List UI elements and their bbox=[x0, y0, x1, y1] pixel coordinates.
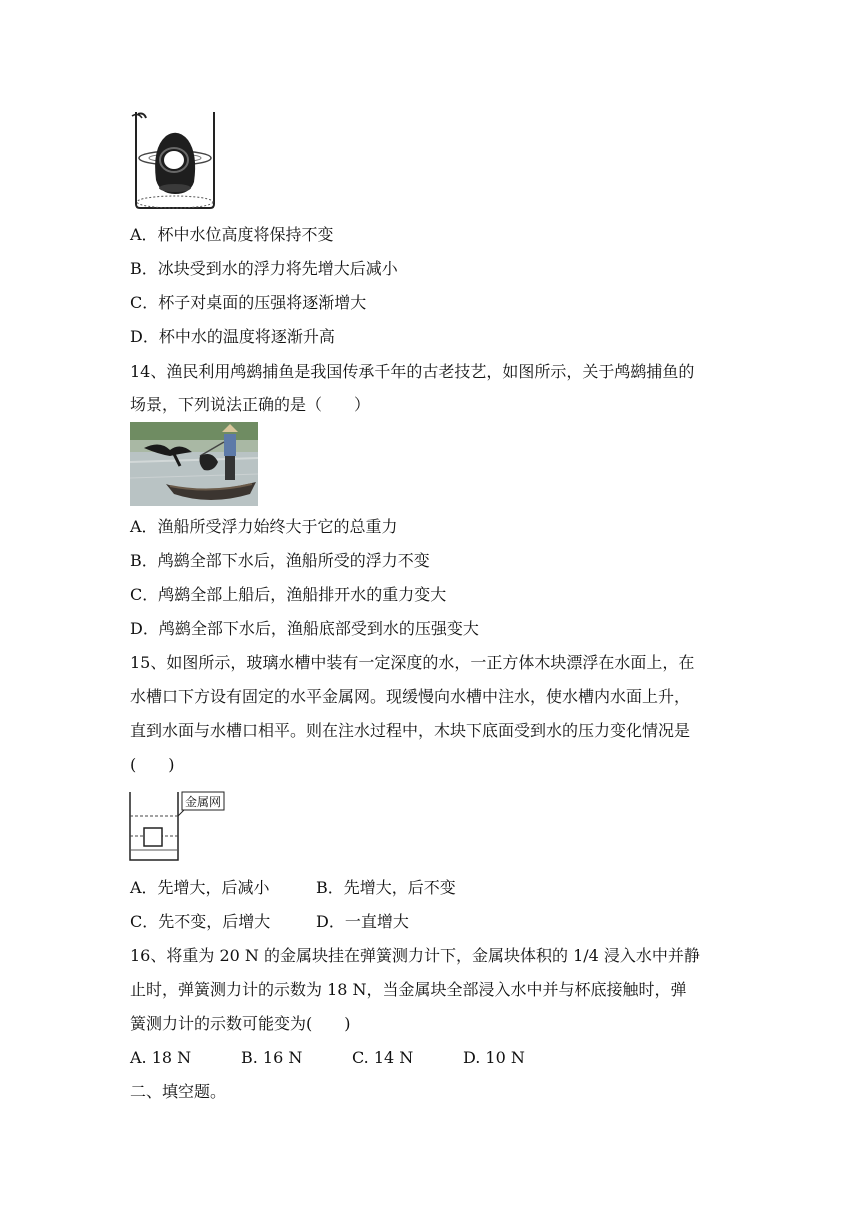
q14-option-b: B．鸬鹚全部下水后，渔船所受的浮力不变 bbox=[130, 551, 430, 570]
q15-options-row1 bbox=[130, 877, 456, 899]
q15-option-d: D．一直增大 bbox=[316, 912, 409, 931]
q15-stem-line2: 水槽口下方设有固定的水平金属网。现缓慢向水槽中注水，使水槽内水面上升， bbox=[130, 687, 691, 706]
q14-option-d: D．鸬鹚全部下水后，渔船底部受到水的压强变大 bbox=[130, 619, 479, 638]
q15-stem-line1: 15、如图所示，玻璃水槽中装有一定深度的水，一正方体木块漂浮在水面上，在 bbox=[130, 653, 695, 672]
q13-option-a: A．杯中水位高度将保持不变 bbox=[130, 225, 334, 244]
cormorant-fishing-photo bbox=[130, 422, 258, 506]
q15-stem-line3: 直到水面与水槽口相平。则在注水过程中，木块下底面受到水的压力变化情况是 bbox=[130, 721, 691, 740]
q16-stem-line2: 止时，弹簧测力计的示数为 18 N，当金属块全部浸入水中并与杯底接触时，弹 bbox=[130, 980, 687, 999]
q16-stem-line1: 16、将重为 20 N 的金属块挂在弹簧测力计下，金属块体积的 1/4 浸入水中并静 bbox=[130, 946, 700, 965]
q15-options-row2 bbox=[130, 911, 409, 933]
q14-stem-line2: 场景，下列说法正确的是（ ） bbox=[130, 395, 371, 414]
q14-option-c: C．鸬鹚全部上船后，渔船排开水的重力变大 bbox=[130, 585, 447, 604]
metal-net-label: 金属网 bbox=[185, 795, 222, 809]
q13-option-d: D．杯中水的温度将逐渐升高 bbox=[130, 327, 335, 346]
q15-stem-line4: ( ) bbox=[130, 755, 175, 774]
q16-option-d: D. 10 N bbox=[463, 1048, 525, 1067]
q16-option-a: A. 18 N bbox=[130, 1048, 192, 1067]
section-2-title: 二、填空题。 bbox=[130, 1082, 227, 1101]
water-tank-figure bbox=[128, 790, 228, 864]
q14-option-a: A．渔船所受浮力始终大于它的总重力 bbox=[130, 517, 398, 536]
beaker-ice-figure bbox=[130, 108, 220, 212]
q16-options-row bbox=[130, 1047, 525, 1069]
q16-option-c: C. 14 N bbox=[352, 1048, 414, 1067]
q16-option-b: B. 16 N bbox=[241, 1048, 303, 1067]
q13-option-b: B．冰块受到水的浮力将先增大后减小 bbox=[130, 259, 398, 278]
q15-option-a: A．先增大，后减小 bbox=[130, 878, 270, 897]
q15-option-c: C．先不变，后增大 bbox=[130, 912, 271, 931]
q15-option-b: B．先增大，后不变 bbox=[316, 878, 456, 897]
q14-stem-line1: 14、渔民利用鸬鹚捕鱼是我国传承千年的古老技艺，如图所示，关于鸬鹚捕鱼的 bbox=[130, 362, 695, 381]
q13-option-c: C．杯子对桌面的压强将逐渐增大 bbox=[130, 293, 367, 312]
q16-stem-line3: 簧测力计的示数可能变为( ) bbox=[130, 1014, 351, 1033]
